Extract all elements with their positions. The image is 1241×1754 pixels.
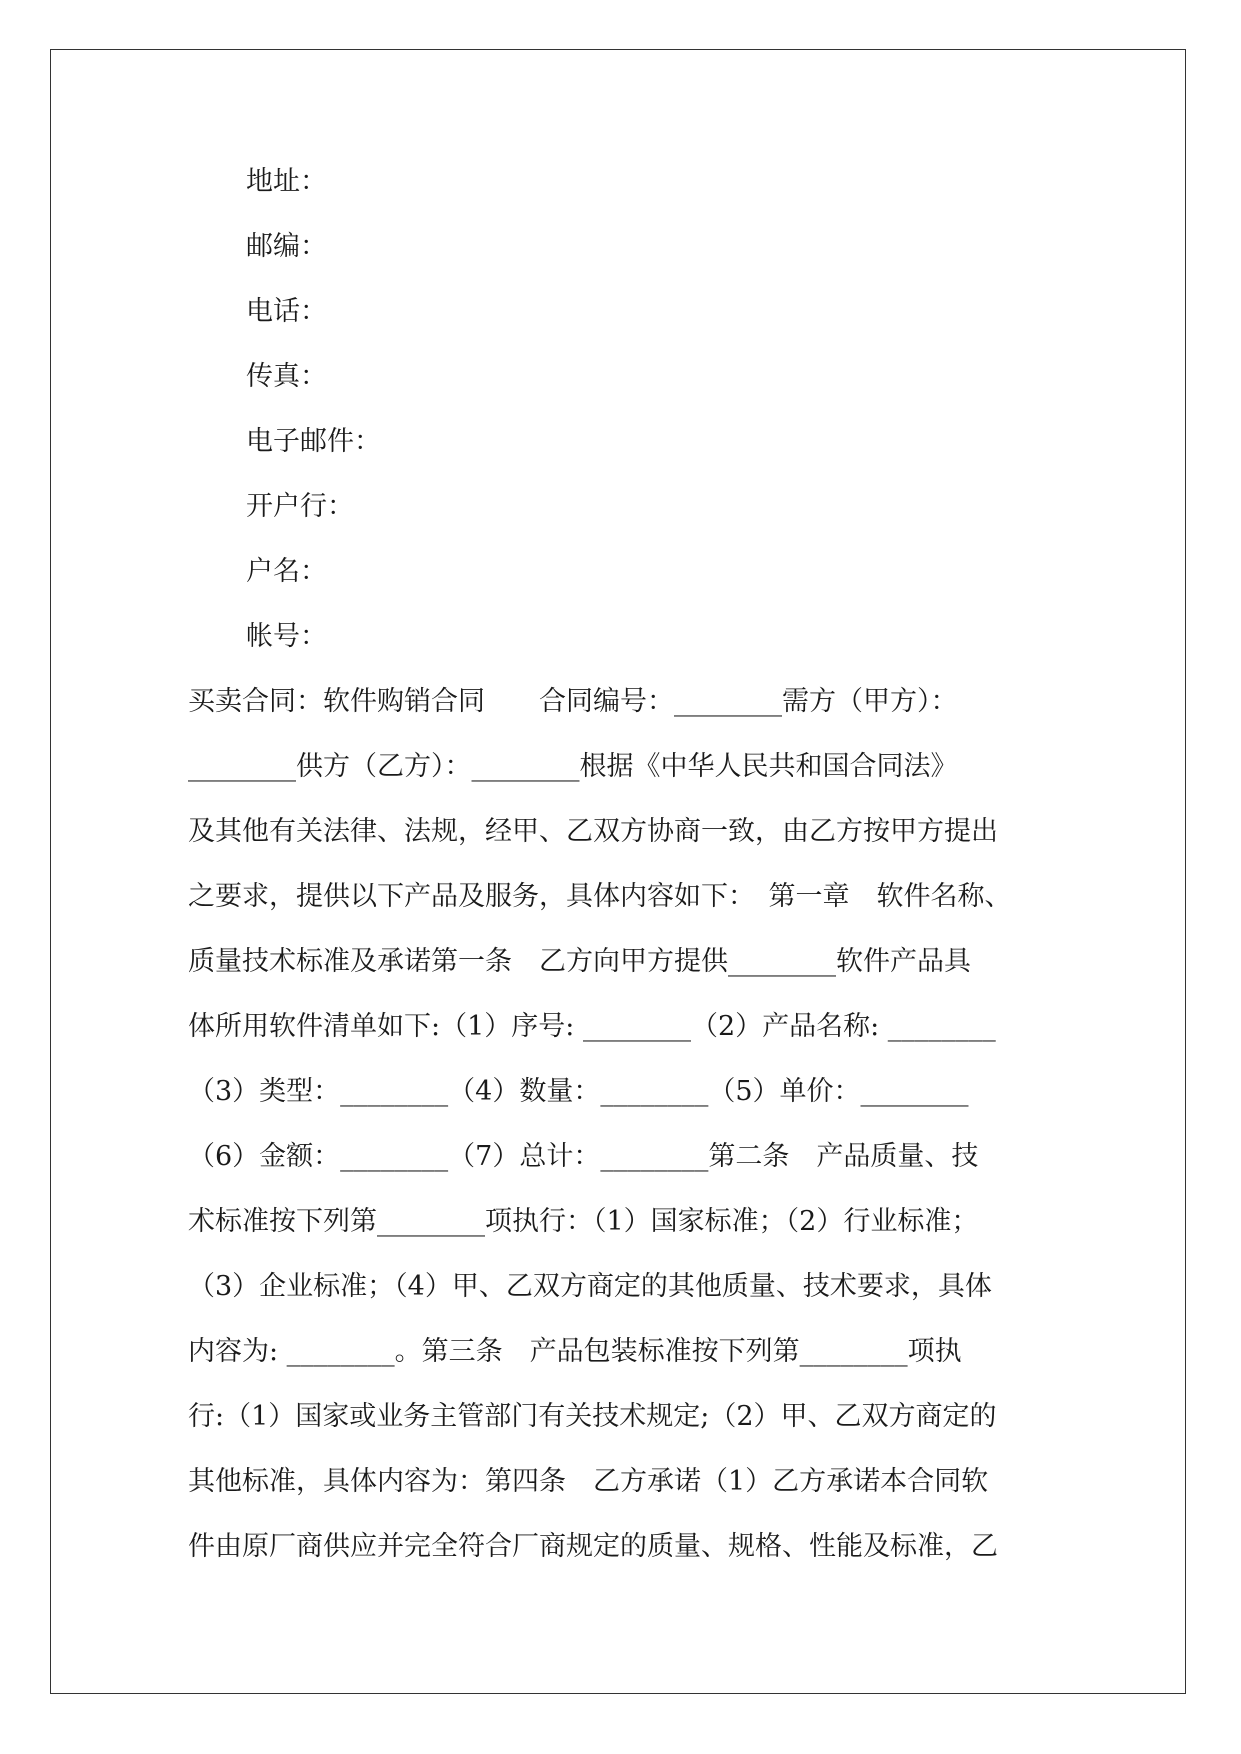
fax-label: 传真： [246,361,327,392]
contract-text-line: 术标准按下列第________项执行：（1）国家标准；（2）行业标准； [188,1206,979,1237]
contract-text-line: 体所用软件清单如下:（1）序号: ________（2）产品名称: ________ [188,1011,996,1042]
account-name-label: 户名： [246,556,327,587]
contract-text-line: 行:（1）国家或业务主管部门有关技术规定;（2）甲、乙双方商定的 [188,1401,997,1432]
contract-text-line: 件由原厂商供应并完全符合厂商规定的质量、规格、性能及标准，乙 [188,1531,998,1562]
contract-text-line: （6）金额：________（7）总计：________第二条 产品质量、技 [188,1141,979,1172]
page-border [50,49,1186,1694]
bank-label: 开户行： [246,491,354,522]
contract-text-line: 其他标准，具体内容为：第四条 乙方承诺（1）乙方承诺本合同软 [188,1466,989,1497]
contract-text-line: 及其他有关法律、法规，经甲、乙双方协商一致，由乙方按甲方提出 [188,816,998,847]
contract-text-line: 内容为: ________。第三条 产品包装标准按下列第________项执 [188,1336,962,1367]
phone-label: 电话： [246,296,327,327]
contract-text-line: 买卖合同：软件购销合同 合同编号：________需方（甲方）： [188,686,958,717]
address-label: 地址： [246,166,327,197]
contract-text-line: ________供方（乙方）：________根据《中华人民共和国合同法》 [188,751,958,782]
contract-text-line: 质量技术标准及承诺第一条 乙方向甲方提供________软件产品具 [188,946,971,977]
contract-text-line: 之要求，提供以下产品及服务，具体内容如下： 第一章 软件名称、 [188,881,1012,912]
contract-text-line: （3）类型：________（4）数量：________（5）单价：________ [188,1076,969,1107]
contract-text-line: （3）企业标准；（4）甲、乙双方商定的其他质量、技术要求，具体 [188,1271,992,1302]
postcode-label: 邮编： [246,231,327,262]
email-label: 电子邮件： [246,426,381,457]
account-number-label: 帐号： [246,621,327,652]
